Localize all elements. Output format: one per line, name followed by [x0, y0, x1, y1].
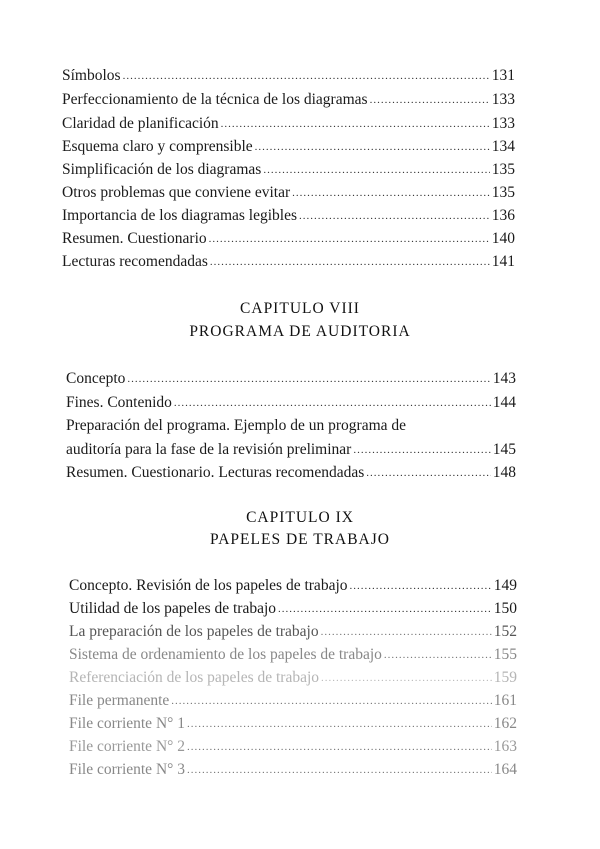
- toc-entry-page: 149: [493, 577, 517, 594]
- toc-entry-page: 144: [492, 394, 516, 411]
- toc-entry-page: 136: [491, 207, 515, 224]
- toc-entry-file-permanente: [69, 691, 517, 712]
- leader-dots: [384, 645, 492, 665]
- toc-entry-page: 150: [493, 600, 517, 617]
- toc-entry-title: Concepto: [66, 370, 126, 387]
- toc-entry-title: Preparación del programa. Ejemplo de un programa de: [66, 417, 407, 434]
- toc-entry-page: 155: [493, 646, 517, 663]
- toc-entry-preparacion-papeles: [69, 622, 517, 643]
- toc-entry-page: 131: [491, 67, 515, 84]
- toc-entry-title: Lecturas recomendadas: [62, 253, 208, 270]
- toc-entry-title: Perfeccionamiento de la técnica de los diagramas: [62, 91, 368, 108]
- toc-entry-file-corriente-3: [69, 760, 517, 781]
- toc-entry-title: File corriente N° 2: [69, 738, 185, 755]
- chapter-number: CAPITULO IX: [246, 509, 354, 526]
- leader-dots: [278, 599, 492, 619]
- toc-entry-simplificacion: [62, 160, 515, 181]
- leader-dots: [187, 760, 492, 780]
- toc-entry-concepto: [66, 369, 516, 390]
- toc-entry-fines: [66, 393, 516, 414]
- toc-entry-file-corriente-2: [69, 737, 517, 758]
- toc-entry-title: Fines. Contenido: [66, 394, 172, 411]
- toc-entry-page: 161: [493, 692, 517, 709]
- toc-entry-simbolos: [62, 66, 515, 87]
- chapter-number: CAPITULO VIII: [240, 300, 360, 317]
- toc-entry-page: 143: [492, 370, 516, 387]
- toc-entry-page: 133: [491, 91, 515, 108]
- toc-entry-referenciacion: [69, 668, 517, 689]
- toc-entry-title: Referenciación de los papeles de trabajo: [69, 669, 320, 686]
- toc-entry-title: Simplificación de los diagramas: [62, 161, 262, 178]
- leader-dots: [321, 668, 492, 688]
- toc-entry-resumen: [62, 229, 515, 250]
- toc-entry-page: 152: [493, 623, 517, 640]
- leader-dots: [255, 137, 490, 157]
- toc-entry-preparacion-line2: [66, 440, 516, 461]
- toc-entry-esquema: [62, 137, 515, 158]
- leader-dots: [127, 369, 490, 389]
- leader-dots: [210, 252, 490, 272]
- toc-entry-page: 133: [491, 115, 515, 132]
- toc-entry-page: 140: [491, 230, 515, 247]
- toc-entry-title: File permanente: [69, 692, 170, 709]
- toc-entry-title: auditoría para la fase de la revisión preliminar: [66, 441, 352, 458]
- leader-dots: [299, 206, 490, 226]
- toc-entry-title: Símbolos: [62, 67, 121, 84]
- leader-dots: [353, 440, 490, 460]
- toc-entry-page: 164: [493, 761, 517, 778]
- leader-dots: [174, 393, 491, 413]
- toc-entry-title: Esquema claro y comprensible: [62, 138, 253, 155]
- leader-dots: [123, 66, 490, 86]
- toc-entry-lecturas: [62, 252, 515, 273]
- toc-entry-title: Utilidad de los papeles de trabajo: [69, 600, 277, 617]
- toc-entry-page: 159: [493, 669, 517, 686]
- toc-entry-page: 135: [491, 184, 515, 201]
- toc-entry-title: File corriente N° 3: [69, 761, 185, 778]
- toc-entry-preparacion-line1: [66, 416, 516, 436]
- chapter-title: PROGRAMA DE AUDITORIA: [189, 323, 411, 340]
- toc-entry-page: 163: [493, 738, 517, 755]
- leader-dots: [187, 714, 492, 734]
- leader-dots: [221, 114, 490, 134]
- leader-dots: [350, 576, 492, 596]
- toc-entry-title: Resumen. Cuestionario: [62, 230, 207, 247]
- toc-entry-title: File corriente N° 1: [69, 715, 185, 732]
- toc-entry-title: Importancia de los diagramas legibles: [62, 207, 298, 224]
- toc-entry-title: Claridad de planificación: [62, 115, 219, 132]
- toc-entry-utilidad: [69, 599, 517, 620]
- toc-entry-page: 134: [491, 138, 515, 155]
- leader-dots: [370, 90, 490, 110]
- toc-entry-resumen-cuestionario: [66, 463, 516, 484]
- toc-entry-title: Concepto. Revisión de los papeles de trabajo: [69, 577, 348, 594]
- leader-dots: [187, 737, 492, 757]
- leader-dots: [321, 622, 492, 642]
- toc-entry-page: 162: [493, 715, 517, 732]
- toc-entry-page: 141: [491, 253, 515, 270]
- leader-dots: [171, 691, 491, 711]
- toc-entry-claridad: [62, 114, 515, 135]
- leader-dots: [263, 160, 489, 180]
- toc-entry-page: 145: [492, 441, 516, 458]
- toc-entry-page: 148: [492, 464, 516, 481]
- toc-entry-page: 135: [491, 161, 515, 178]
- toc-entry-title: Otros problemas que conviene evitar: [62, 184, 291, 201]
- toc-entry-sistema-ordenamiento: [69, 645, 517, 666]
- toc-entry-perfeccionamiento: [62, 90, 515, 111]
- toc-entry-title: Sistema de ordenamiento de los papeles de trabajo: [69, 646, 382, 663]
- leader-dots: [292, 183, 490, 203]
- toc-entry-title: La preparación de los papeles de trabajo: [69, 623, 319, 640]
- toc-entry-concepto-revision: [69, 576, 517, 597]
- toc-entry-file-corriente-1: [69, 714, 517, 735]
- leader-dots: [209, 229, 490, 249]
- toc-entry-title: Resumen. Cuestionario. Lecturas recomendadas: [66, 464, 365, 481]
- leader-dots: [366, 463, 490, 483]
- toc-entry-importancia: [62, 206, 515, 227]
- chapter-title: PAPELES DE TRABAJO: [210, 531, 390, 548]
- toc-entry-otros-problemas: [62, 183, 515, 204]
